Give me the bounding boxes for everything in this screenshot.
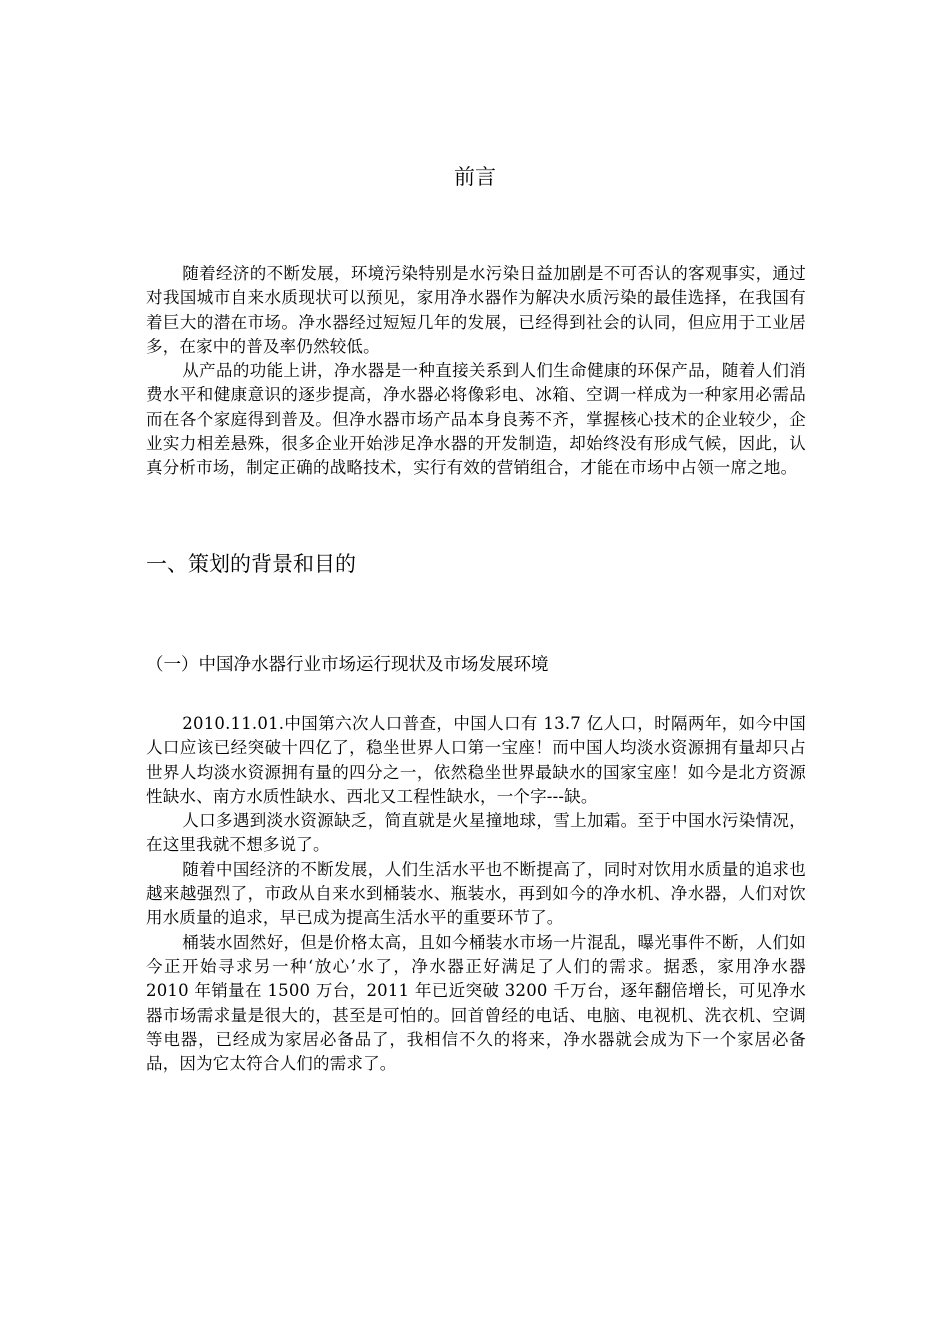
- subsection-heading: （一）中国净水器行业市场运行现状及市场发展环境: [146, 655, 549, 675]
- subsection-body: [146, 712, 806, 1076]
- intro-paragraph: 从产品的功能上讲，净水器是一种直接关系到人们生命健康的环保产品，随着人们消费水平和健康意识的逐步提高，净水器必将像彩电、冰箱、空调一样成为一种家用必需品而在各个家庭得到普及。但净水器市场产品本身良莠不齐，掌握核心技术的企业较少，企业实力相差悬殊，很多企业开始涉足净水器的开发制造，却始终没有形成气候，因此，认真分析市场，制定正确的战略技术，实行有效的营销组合，才能在市场中占领一席之地。: [146, 361, 806, 478]
- intro-paragraph: 随着经济的不断发展，环境污染特别是水污染日益加剧是不可否认的客观事实，通过对我国城市自来水质现状可以预见，家用净水器作为解决水质污染的最佳选择，在我国有着巨大的潜在市场。净水器经过短短几年的发展，已经得到社会的认同，但应用于工业居多，在家中的普及率仍然较低。: [146, 264, 806, 356]
- body-paragraph: 人口多遇到淡水资源缺乏，简直就是火星撞地球，雪上加霜。至于中国水污染情况，在这里我就不想多说了。: [146, 811, 806, 855]
- body-paragraph: 2010.11.01.中国第六次人口普查，中国人口有 13.7 亿人口，时隔两年，如今中国人口应该已经突破十四亿了，稳坐世界人口第一宝座！而中国人均淡水资源拥有量却只占世界人均淡水资源拥有量的四分之一，依然稳坐世界最缺水的国家宝座！如今是北方资源性缺水、南方水质性缺水、西北又工程性缺水，一个字---缺。: [146, 714, 806, 806]
- body-paragraph: 随着中国经济的不断发展，人们生活水平也不断提高了，同时对饮用水质量的追求也越来越强烈了，市政从自来水到桶装水、瓶装水，再到如今的净水机、净水器，人们对饮用水质量的追求，早已成为提高生活水平的重要环节了。: [146, 859, 806, 928]
- page-title: 前言: [454, 165, 496, 189]
- body-paragraph: 桶装水固然好，但是价格太高，且如今桶装水市场一片混乱，曝光事件不断，人们如今正开始寻求另一种‘放心’水了，净水器正好满足了人们的需求。据悉，家用净水器 2010 年销量在 1500 万台，2011 年已近突破 3200 千万台，逐年翻倍增长，可见净水器市场需求量是很大的，甚至是可怕的。回首曾经的电话、电脑、电视机、洗衣机、空调等电器，已经成为家居必备品了，我相信不久的将来，净水器就会成为下一个家居必备品，因为它太符合人们的需求了。: [146, 932, 806, 1074]
- intro-section: [146, 262, 806, 481]
- section-heading: 一、策划的背景和目的: [146, 552, 356, 576]
